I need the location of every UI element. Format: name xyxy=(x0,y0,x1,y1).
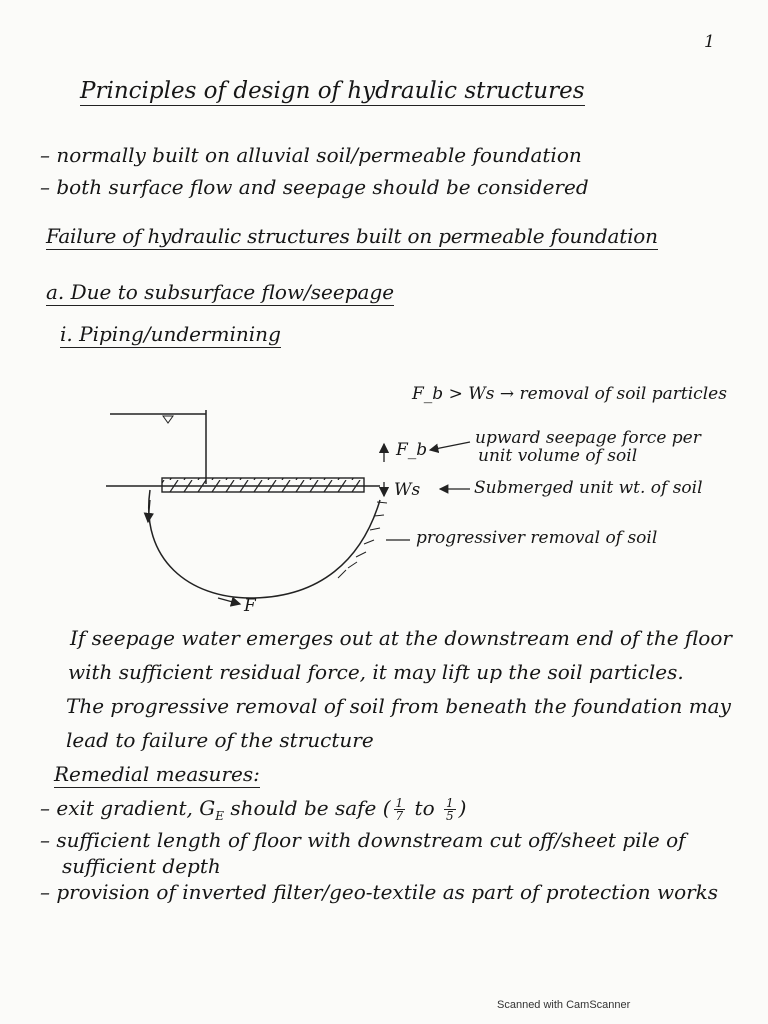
remedial-item-exit-gradient: – exit gradient, $G_E$ should be safe ( $\frac{1}{7}$ to $\frac{1}{5}$ ) xyxy=(40,796,467,823)
paragraph-line-1: If seepage water emerges out at the downstream end of the floor xyxy=(70,626,732,650)
paragraph-line-4: lead to failure of the structure xyxy=(66,728,374,752)
page-number: 1 xyxy=(704,32,715,52)
paragraph-line-2: with sufficient residual force, it may lift up the soil particles. xyxy=(68,660,684,684)
remedial-item-floor-length-cont: sufficient depth xyxy=(62,854,221,878)
bullet-alluvial-soil: – normally built on alluvial soil/permeable foundation xyxy=(40,143,582,167)
page-title: Principles of design of hydraulic structures xyxy=(80,78,585,104)
remedial-item-inverted-filter: – provision of inverted filter/geo-textile as part of protection works xyxy=(40,880,719,904)
ws-label: Ws xyxy=(394,480,421,500)
fb-description-line1: upward seepage force per xyxy=(475,428,701,448)
removal-description: progressiver removal of soil xyxy=(416,528,658,548)
fb-callout-arrow xyxy=(430,442,470,450)
exit-force-label: F xyxy=(244,596,256,616)
seepage-flow-line xyxy=(149,490,380,598)
exit-force-arrow xyxy=(218,598,240,604)
subsection-i-heading: i. Piping/undermining xyxy=(60,322,281,346)
fraction-one-fifth: $\frac{1}{5}$ xyxy=(445,796,454,823)
impervious-floor xyxy=(162,478,364,492)
bullet-surface-flow: – both surface flow and seepage should be considered xyxy=(40,175,589,199)
section-a-heading: a. Due to subsurface flow/seepage xyxy=(46,280,395,304)
ws-description: Submerged unit wt. of soil xyxy=(474,478,703,498)
failure-heading: Failure of hydraulic structures built on permeable foundation xyxy=(46,224,658,248)
remedial-item-floor-length: – sufficient length of floor with downstream cut off/sheet pile of xyxy=(40,828,686,852)
fb-label: F_b xyxy=(396,440,428,460)
scanner-watermark: Scanned with CamScanner xyxy=(497,999,631,1011)
paragraph-line-3: The progressive removal of soil from beneath the foundation may xyxy=(66,694,731,718)
remedial-heading: Remedial measures: xyxy=(54,762,260,786)
fraction-one-seventh: $\frac{1}{7}$ xyxy=(395,796,404,823)
fb-description-line2: unit volume of soil xyxy=(478,446,638,466)
water-level-symbol xyxy=(163,416,173,423)
failure-condition: F_b > Ws → removal of soil particles xyxy=(412,384,727,404)
